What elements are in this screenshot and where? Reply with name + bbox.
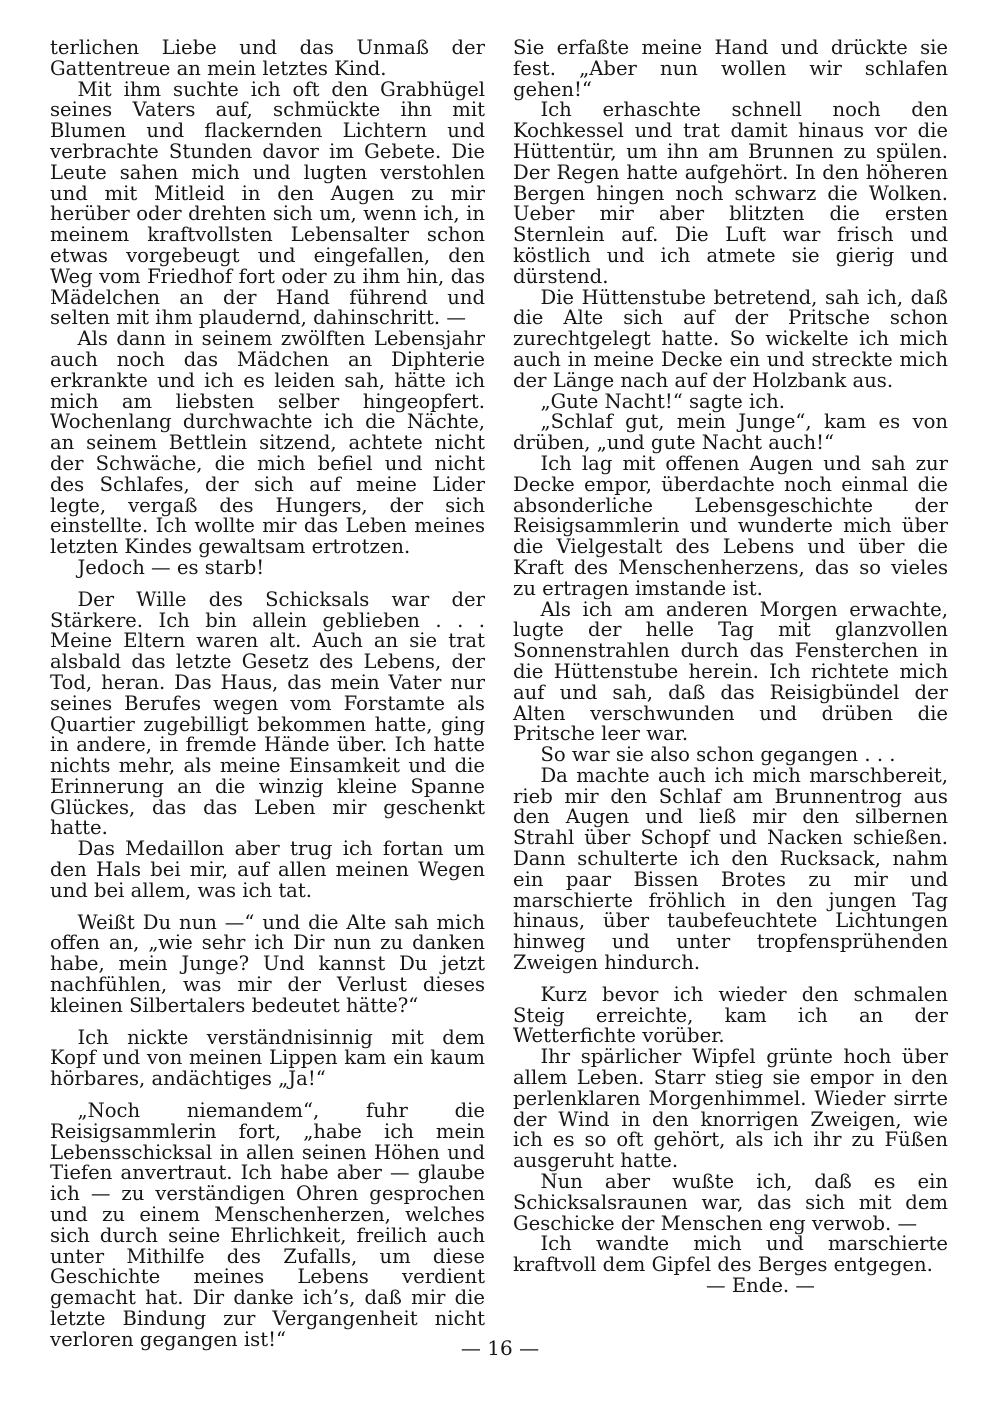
end-marker: — Ende. —	[706, 1274, 815, 1298]
paragraph: Ich lag mit offenen Augen und sah zur Decke empor, überdachte noch einmal die absonderliche Lebensgeschichte der Reisigsammlerin und wunderte mich über die Vielgestalt des Lebens und über die Kraft des Menschenherzens, das so vieles zu ertragen imstande ist.	[513, 451, 948, 600]
paragraph: Die Hüttenstube betretend, sah ich, daß die Alte sich auf der Pritsche schon zurechtgelegt hatte. So wickelte ich mich auch in meine Decke ein und streckte mich der Länge nach auf der Holzbank aus.	[513, 285, 948, 392]
paragraph: Mit ihm suchte ich oft den Grabhügel seines Vaters auf, schmückte ihn mit Blumen und flackernden Lichtern und verbrachte Stunden davor im Gebete. Die Leute sahen mich und lugten verstohlen und mit Mitleid in den Augen zu mir herüber oder drehten sich um, wenn ich, in meinem kraftvollsten Lebensalter schon etwas vorgebeugt und eingefallen, den Weg vom Friedhof fort oder zu ihm hin, das Mädelchen an der Hand führend und selten mit ihm plaudernd, dahinschritt. —	[50, 77, 485, 330]
left-text-column	[50, 38, 485, 1351]
paragraph: Ihr spärlicher Wipfel grünte hoch über allem Leben. Starr stieg sie empor in den perlenklaren Morgenhimmel. Wieder sirrte der Wind in den knorrigen Zweigen, wie ich es so oft gehört, als ich ihr zu Füßen ausgeruht hatte.	[513, 1045, 948, 1173]
paragraph: Jedoch — es starb!	[77, 555, 265, 579]
paragraph: Nun aber wußte ich, daß es ein Schicksalsraunen war, das sich mit dem Geschicke der Menschen eng verwob. —	[513, 1170, 948, 1235]
paragraph: terlichen Liebe und das Unmaß der Gattentreue an mein letztes Kind.	[50, 36, 485, 80]
paragraph: Weißt Du nun —“ und die Alte sah mich offen an, „wie sehr ich Dir nun zu danken habe, mein Junge? Und kannst Du jetzt nachfühlen, was mir der Verlust dieses kleinen Silbertalers bedeutet hätte?“	[50, 910, 485, 1017]
paragraph: „Noch niemandem“, fuhr die Reisigsammlerin fort, „habe ich mein Lebensschicksal in allen seinen Höhen und Tiefen anvertraut. Ich habe aber — glaube ich — zu verständigen Ohren gesprochen und zu einem Menschenherzen, welches sich durch seine Ehrlichkeit, freilich auch unter Mithilfe des Zufalls, um diese Geschichte meines Lebens verdient gemacht hat. Dir danke ich’s, daß mir die letzte Bindung zur Vergangenheit nicht verloren gegangen ist!“	[50, 1099, 485, 1351]
page-number: — 16 —	[460, 1336, 540, 1360]
paragraph: Das Medaillon aber trug ich fortan um den Hals bei mir, auf allen meinen Wegen und bei allem, was ich tat.	[50, 837, 485, 902]
paragraph: Ich nickte verständnisinnig mit dem Kopf und von meinen Lippen kam ein kaum hörbares, andächtiges „Ja!“	[50, 1025, 485, 1091]
paragraph: Der Wille des Schicksals war der Stärkere. Ich bin allein geblieben . . . Meine Eltern waren alt. Auch an sie trat alsbald das letzte Gesetz des Lebens, der Tod, heran. Das Haus, das mein Vater nur seines Berufes wegen vom Forstamte als Quartier zugebilligt bekommen hatte, ging in andere, in fremde Hände über. Ich hatte nichts mehr, als meine Einsamkeit und die Erinnerung an die winzig kleine Spanne Glückes, das das Leben mir geschenkt hatte.	[50, 587, 485, 840]
paragraph: „Schlaf gut, mein Junge“, kam es von drüben, „und gute Nacht auch!“	[513, 410, 948, 455]
right-text-column	[513, 38, 948, 1297]
paragraph: „Gute Nacht!“ sagte ich.	[540, 389, 786, 413]
paragraph: Ich wandte mich und marschierte kraftvoll dem Gipfel des Berges entgegen.	[513, 1232, 948, 1277]
paragraph: Als dann in seinem zwölften Lebensjahr auch noch das Mädchen an Diphterie erkrankte und ich es leiden sah, hätte ich mich am liebsten selber hingeopfert. Wochenlang durchwachte ich die Nächte, an seinem Bettlein sitzend, achtete nicht der Schwäche, die mich befiel und nicht des Schlafes, der sich auf meine Lider legte, vergaß des Hungers, der sich einstellte. Ich wollte mir das Leben meines letzten Kindes gewaltsam ertrotzen.	[50, 327, 485, 559]
paragraph: Da machte auch ich mich marschbereit, rieb mir den Schlaf am Brunnentrog aus den Augen und ließ mir den silbernen Strahl über Schopf und Nacken schießen. Dann schulterte ich den Rucksack, nahm ein paar Bissen Brotes zu mir und marschierte fröhlich in den jungen Tag hinaus, über taubefeuchtete Lichtungen hinweg und unter tropfensprühenden Zweigen hindurch.	[513, 763, 948, 975]
paragraph: Sie erfaßte meine Hand und drückte sie fest. „Aber nun wollen wir schlafen gehen!“	[513, 36, 948, 101]
paragraph: Kurz bevor ich wieder den schmalen Steig erreichte, kam ich an der Wetterfichte vorüber.	[513, 982, 948, 1048]
paragraph: Als ich am anderen Morgen erwachte, lugte der helle Tag mit glanzvollen Sonnenstrahlen durch das Fensterchen in die Hüttenstube herein. Ich richtete mich auf und sah, daß das Reisigbündel der Alten verschwunden und drüben die Pritsche leer war.	[513, 597, 948, 746]
paragraph: Ich erhaschte schnell noch den Kochkessel und trat damit hinaus vor die Hüttentür, um ihn am Brunnen zu spülen. Der Regen hatte aufgehört. In den höheren Bergen hingen noch schwarz die Wolken. Ueber mir aber blitzten die ersten Sternlein auf. Die Luft war frisch und köstlich und ich atmete sie gierig und dürstend.	[513, 98, 948, 288]
paragraph: So war sie also schon gegangen . . .	[540, 743, 896, 767]
